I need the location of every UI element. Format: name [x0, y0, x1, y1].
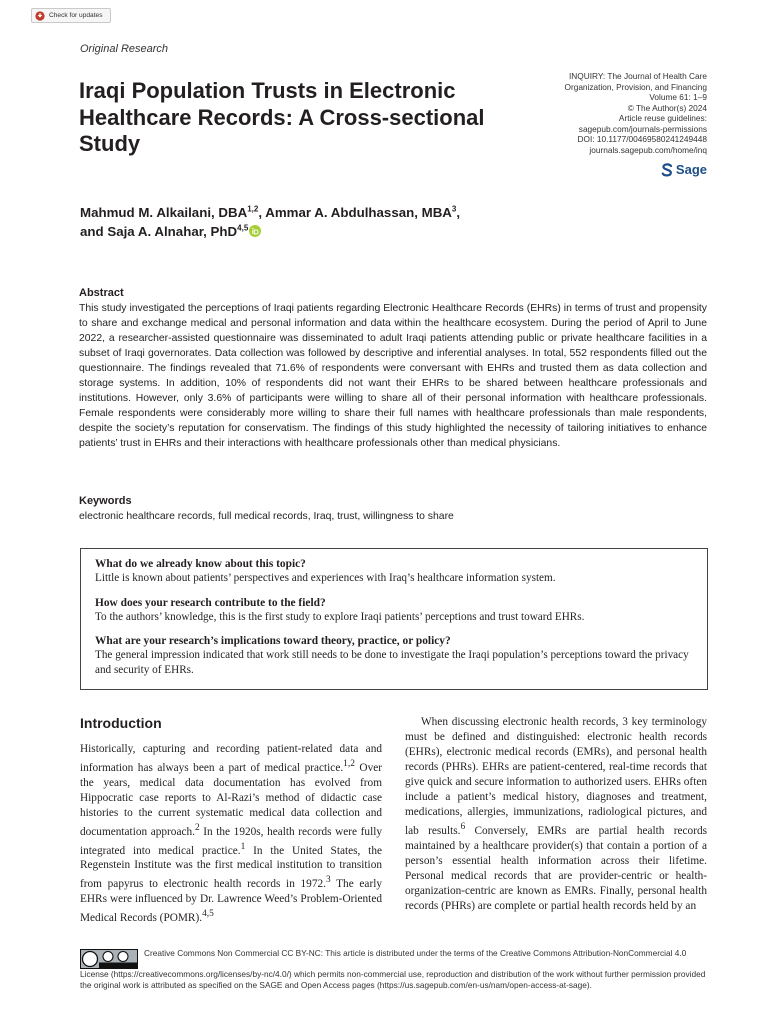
article-type: Original Research — [80, 43, 169, 55]
key-point — [95, 634, 695, 678]
key-points-box — [80, 548, 708, 690]
body-text: Over the years, medical data documentation has evolved from Hippocratic case reports to Al-Razi’s method of didactic case histories to the current systematic medical data collection and documentation approach. — [80, 761, 382, 838]
citation: 1 — [240, 841, 246, 852]
citation: 1,2 — [343, 759, 355, 769]
key-point-question: What are your research’s implications toward theory, practice, or policy? — [95, 635, 451, 647]
journal-line: © The Author(s) 2024 — [627, 102, 707, 113]
cc-by-nc-badge — [80, 949, 138, 969]
key-point-answer: Little is known about patients’ perspectives and experiences with Iraq’s healthcare information system. — [95, 572, 556, 584]
author-list — [80, 203, 550, 241]
sage-logo-icon — [661, 163, 673, 177]
introduction-paragraph-right — [405, 715, 707, 914]
key-point — [95, 596, 695, 625]
body-text: When discussing electronic health records, 3 key terminology must be defined and distinguished: electronic health records (EHRs), electronic medical records (EMRs), and personal health records (PHRs). EHRs are patient-centered, real-time records that give quick and secure information to authorized users. EHRs often include a patient’s medical history, diagnoses and treatment, medications, allergies, immunizations, radiological pictures, and lab results. — [405, 716, 707, 837]
journal-line: sagepub.com/journals-permissions — [578, 123, 707, 134]
journal-line: journals.sagepub.com/home/inq — [589, 144, 707, 155]
author-name: and Saja A. Alnahar, PhD — [80, 224, 238, 239]
author-affiliation: 4,5 — [237, 223, 249, 233]
introduction-heading: Introduction — [80, 715, 162, 731]
article-title: Iraqi Population Trusts in Electronic Healthcare Records: A Cross-sectional Study — [79, 78, 485, 156]
citation: 4,5 — [202, 909, 214, 920]
crossmark-icon — [35, 11, 45, 21]
journal-metadata — [487, 71, 707, 155]
key-point-answer: The general impression indicated that work still needs to be done to investigate the Iraqi population’s perceptions toward the privacy and security of EHRs. — [95, 649, 689, 676]
abstract-text: This study investigated the perceptions of Iraqi patients regarding Electronic Healthcare Records (EHRs) in terms of trust and propensity to share and exchange medical and personal information and data within the healthcare ecosystem. During the period of April to June 2022, a researcher-assisted questionnaire was disseminated to adult Iraqi patients attending public or private healthcare facilities in a subset of Iraqi governorates. Data collection was followed by descriptive and inferential analyses. In total, 552 respondents filled out the questionnaire. The findings revealed that 71.6% of respondents were conversant with EHRs and trusted them as data collection and storage systems. In addition, 10% of respondents did not want their EHRs to be shared between healthcare professionals and institutions. However, only 3.6% of participants were willing to share all of their personal information with healthcare professionals. Female respondents were considerably more willing to share their full names with healthcare professionals than male respondents, despite the society’s reputation for conservatism. The findings of this study highlighted the necessity of tailoring initiatives to enhance patients’ trust in EHRs and their interactions with healthcare professionals other than medical physicians. — [79, 303, 707, 449]
abstract-heading: Abstract — [79, 287, 124, 299]
journal-line: DOI: 10.1177/00469580241249448 — [577, 134, 707, 144]
check-for-updates-badge[interactable] — [31, 8, 111, 23]
journal-line: Article reuse guidelines: — [618, 113, 707, 123]
license-footer — [80, 948, 708, 991]
citation: 2 — [194, 822, 200, 833]
author-name: Mahmud M. Alkailani, DBA — [80, 205, 248, 220]
author-affiliation: 3 — [451, 204, 457, 214]
publisher-logo — [661, 162, 707, 177]
body-text: The early EHRs were influenced by Dr. Lawrence Weed’s Problem-Oriented Medical Records (POMR). — [80, 878, 382, 924]
key-point-question: How does your research contribute to the field? — [95, 597, 326, 609]
license-text: Creative Commons Non Commercial CC BY-NC: This article is distributed under the terms of the Creative Commons Attribution-NonCommercial 4.0 License (https://creativecommons.org/licenses/by-nc/4.0/) which permits non-commercial use, reproduction and distribution of the work without further permission provided the original work is attributed as specified on the SAGE and Open Access pages (https://us.sagepub.com/en-us/nam/open-access-at-sage). — [80, 948, 706, 991]
key-point-question: What do we already know about this topic? — [95, 558, 306, 570]
publisher-name: Sage — [675, 162, 707, 177]
citation: 3 — [325, 875, 331, 886]
body-text: In the 1920s, health records were fully integrated into medical practice. — [80, 825, 382, 857]
body-text: Conversely, EMRs are partial health records maintained by a healthcare provider(s) that contain a portion of a person’s essential health information across their lifetime. Personal medical records that are provider-centric or health-organization-centric are known as EMRs. Finally, personal health records (PHRs) are complete or partial health records held by an — [405, 824, 708, 912]
orcid-icon[interactable] — [249, 225, 261, 237]
key-point — [95, 557, 695, 586]
cc-license-icon — [81, 950, 137, 968]
introduction-paragraph-left — [80, 742, 382, 926]
body-text: Historically, capturing and recording patient-related data and information has always been a part of medical practice. — [80, 743, 382, 774]
journal-line: Organization, Provision, and Financing — [564, 81, 707, 92]
keywords-text: electronic healthcare records, full medical records, Iraq, trust, willingness to share — [79, 511, 454, 522]
author-name: , Ammar A. Abdulhassan, MBA — [258, 205, 452, 220]
journal-line: INQUIRY: The Journal of Health Care — [568, 71, 707, 81]
author-separator: , — [456, 205, 461, 220]
citation: 6 — [460, 822, 466, 832]
body-text: In the United States, the Regenstein Institute was the first medical institution to transition from papyrus to electronic health records in 1972. — [80, 844, 382, 891]
author-affiliation: 1,2 — [247, 204, 259, 214]
key-point-answer: To the authors’ knowledge, this is the first study to explore Iraqi patients’ perceptions and trust toward EHRs. — [95, 611, 585, 623]
check-for-updates-label: Check for updates — [49, 12, 103, 19]
keywords-heading: Keywords — [79, 495, 132, 507]
journal-line: Volume 61: 1–9 — [649, 92, 707, 102]
